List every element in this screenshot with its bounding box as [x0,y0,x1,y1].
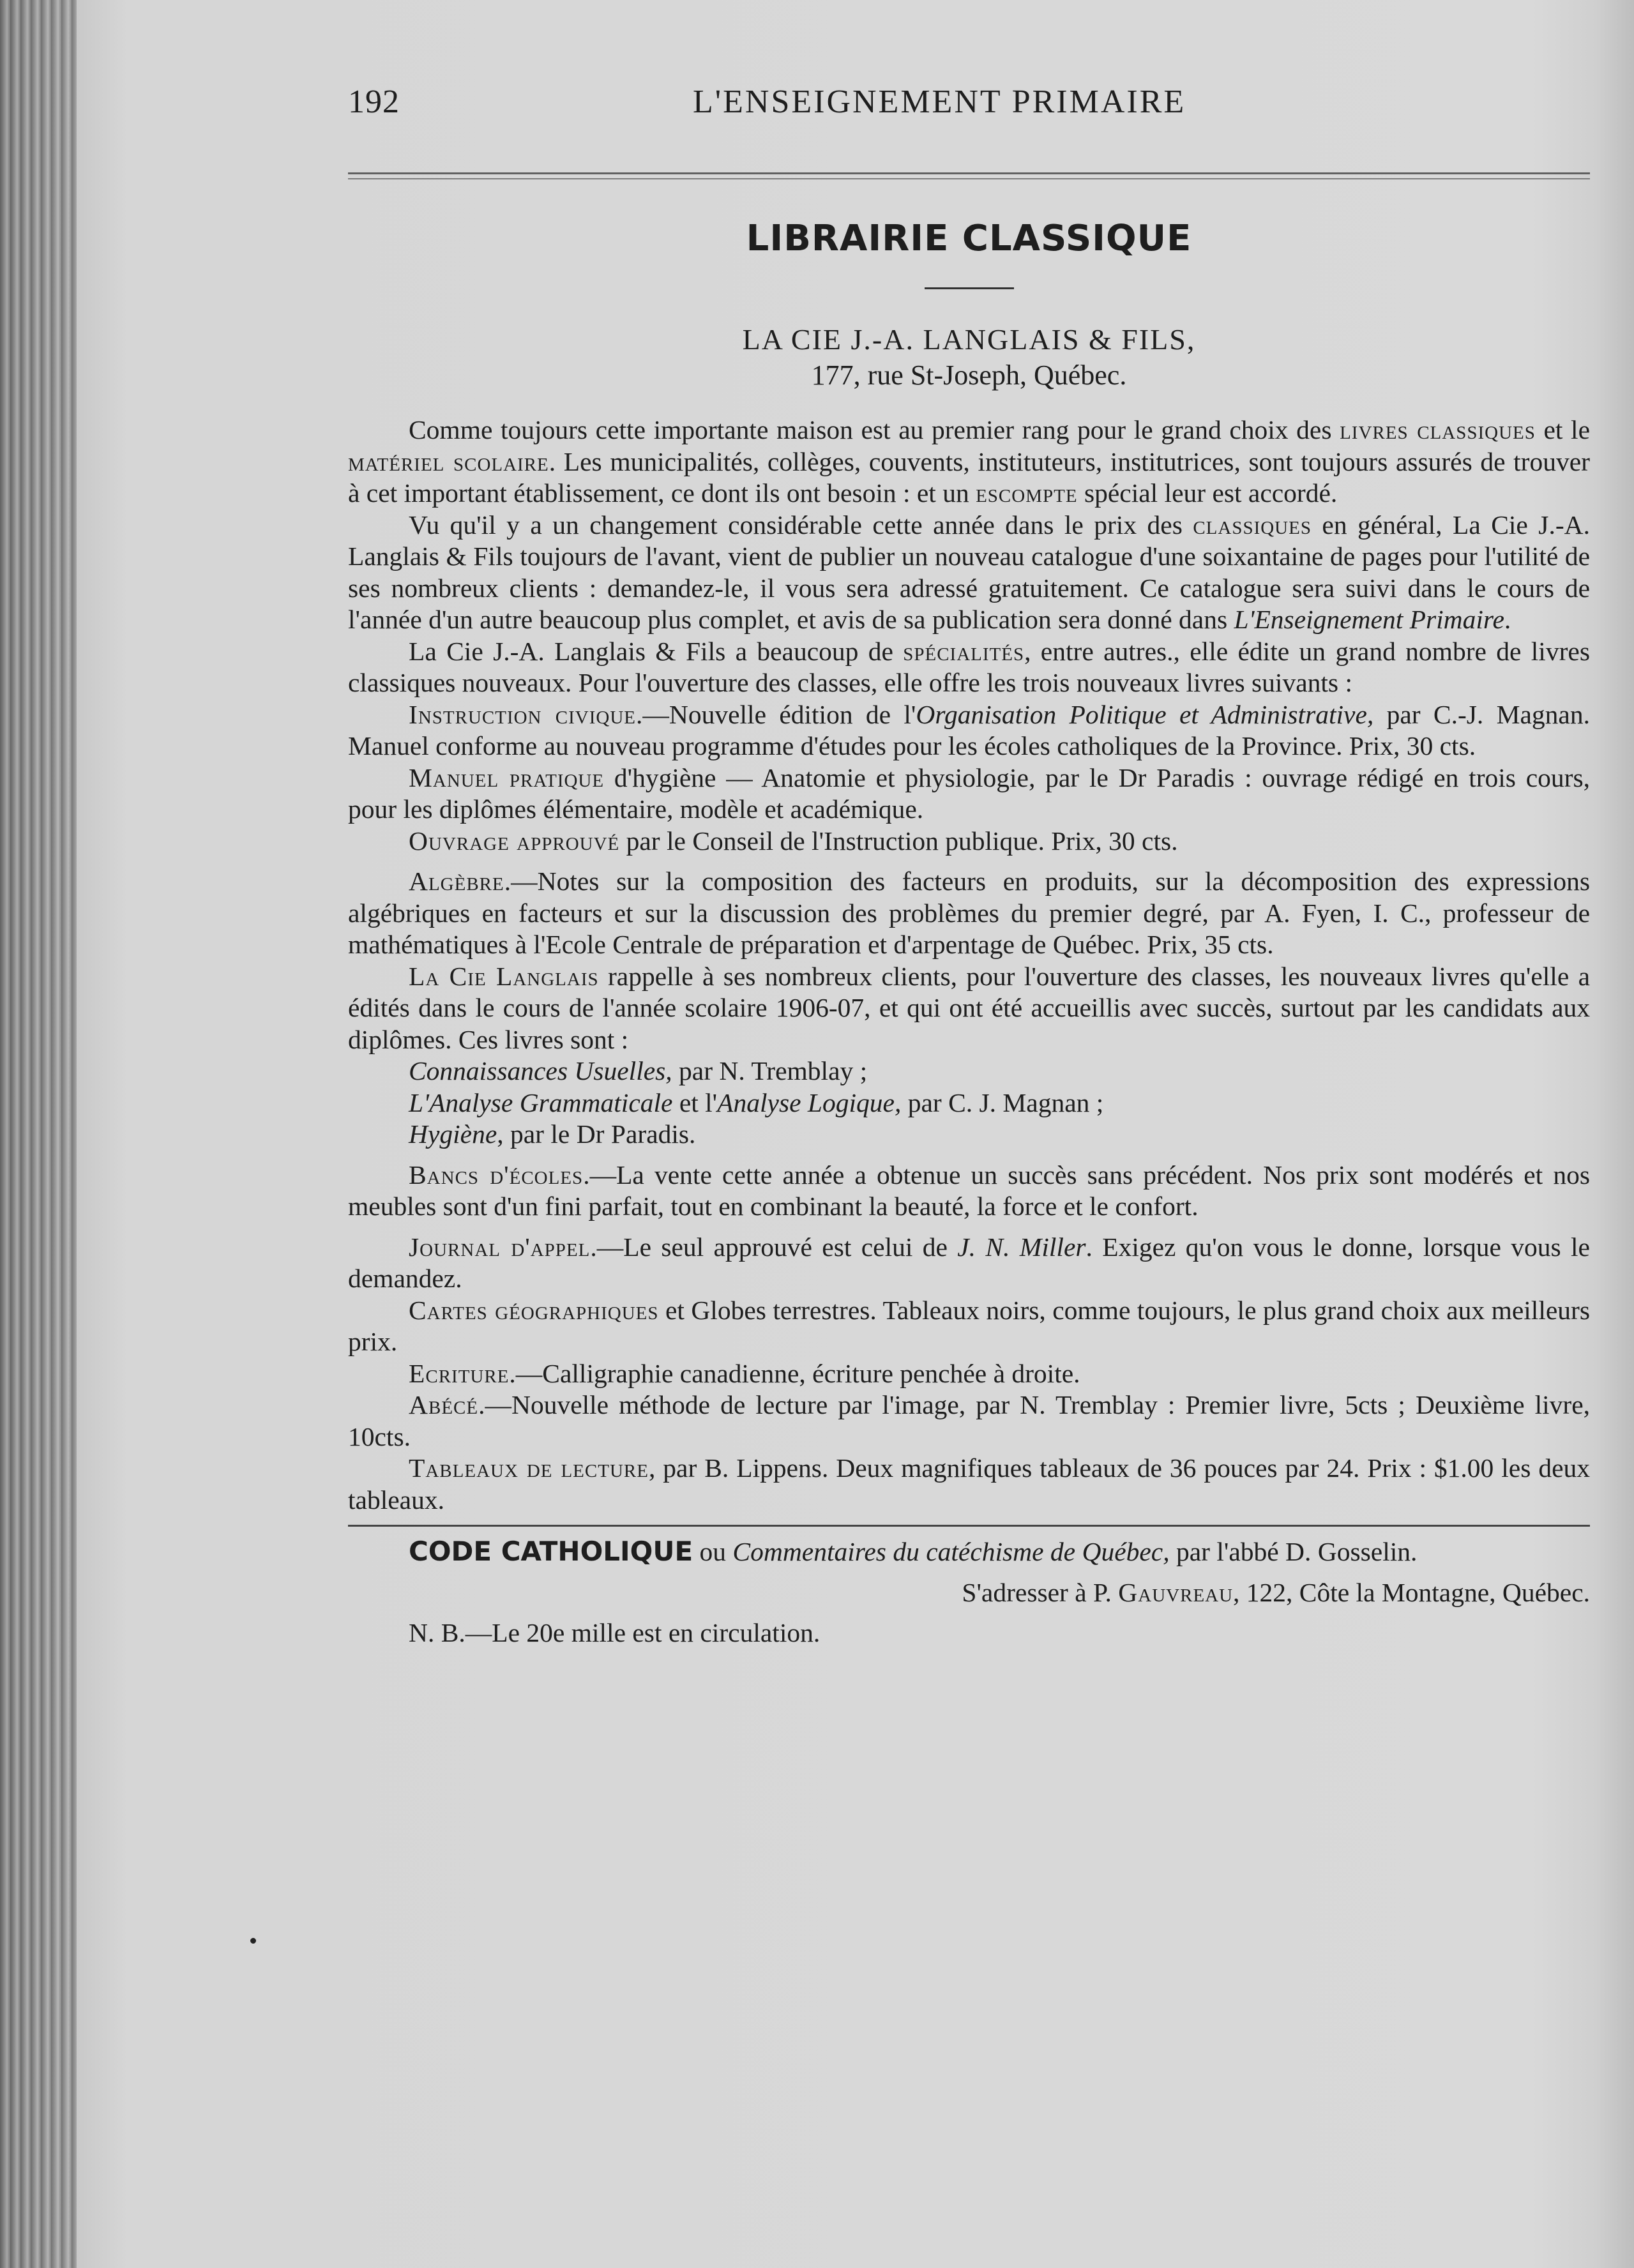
book-entry: Algèbre.—Notes sur la composition des facteurs en produits, sur la décomposition des expressions algébriques en facteurs et sur la discussion des problèmes du premier degré, par A. Fyen, I. C., professeur de mathématiques à l'Ecole Centrale de préparation et d'arpentage de Québec. Prix, 35 cts. [348,866,1590,959]
page-number: 192 [348,84,400,120]
list-item: Connaissances Usuelles, par N. Tremblay ; [409,1056,868,1085]
paragraph: Abécé.—Nouvelle méthode de lecture par l'image, par N. Tremblay : Premier livre, 5cts ; Deuxième livre, 10cts. [348,1390,1590,1451]
paragraph: Ecriture.—Calligraphie canadienne, écriture penchée à droite. [409,1358,1080,1388]
firm-name: LA CIE J.-A. LANGLAIS & FILS, [742,323,1196,356]
advert-contact: S'adresser à P. Gauvreau, 122, Côte la Montagne, Québec. [962,1577,1590,1607]
scan-speck [250,1938,256,1944]
advert-paragraph: CODE CATHOLIQUE ou Commentaires du catéchisme de Québec, par l'abbé D. Gosselin. [409,1536,1418,1567]
advert-title: CODE CATHOLIQUE [409,1536,693,1567]
paragraph: Vu qu'il y a un changement considérable cette année dans le prix des classiques en général, La Cie J.-A. Langlais & Fils toujours de l'avant, vient de publier un nouveau catalogue d'une soixantaine de pages pour l'utilité de ses nombreux clients : demandez-le, il vous sera adressé gratuitement. Ce catalogue sera suivi dans le cours de l'année d'un autre beaucoup plus complet, et avis de sa publication sera donné dans L'Enseignement Primaire. [348,510,1590,634]
paragraph: Tableaux de lecture, par B. Lippens. Deux magnifiques tableaux de 36 pouces par 24. Prix : $1.00 les deux tableaux. [348,1453,1590,1515]
title-divider [925,287,1014,289]
paragraph: Journal d'appel.—Le seul approuvé est celui de J. N. Miller. Exigez qu'on vous le donne, lorsque vous le demandez. [348,1232,1590,1293]
paragraph: Bancs d'écoles.—La vente cette année a obtenue un succès sans précédent. Nos prix sont modérés et nos meubles sont d'un fini parfait, tout en combinant la beauté, la force et le confort. [348,1160,1591,1221]
page-content [348,77,1590,1649]
paragraph: La Cie J.-A. Langlais & Fils a beaucoup de spécialités, entre autres., elle édite un grand nombre de livres classiques nouveaux. Pour l'ouverture des classes, elle offre les trois nouveaux livres suivants : [348,636,1590,697]
advert-note: N. B.—Le 20e mille est en circulation. [409,1618,821,1647]
running-head [348,77,1590,147]
section-rule [348,1525,1590,1527]
paragraph: La Cie Langlais rappelle à ses nombreux clients, pour l'ouverture des classes, les nouveaux livres qu'elle a édités dans le cours de l'année scolaire 1906-07, et qui ont été accueillis avec succès, surtout par les candidats aux diplômes. Ces livres sont : [348,961,1590,1054]
section-title: LIBRAIRIE CLASSIQUE [746,218,1192,259]
list-item: Hygiène, par le Dr Paradis. [409,1119,696,1149]
book-entry: Ouvrage approuvé par le Conseil de l'Instruction publique. Prix, 30 cts. [409,826,1178,856]
firm-address: 177, rue St-Joseph, Québec. [811,359,1127,391]
article-body [348,414,1590,1649]
book-entry: Manuel pratique d'hygiène — Anatomie et physiologie, par le Dr Paradis : ouvrage rédigé en trois cours, pour les diplômes élémentaire, modèle et académique. [348,762,1590,824]
list-item: L'Analyse Grammaticale et l'Analyse Logique, par C. J. Magnan ; [409,1087,1104,1117]
paragraph: Comme toujours cette importante maison est au premier rang pour le grand choix des livres classiques et le matériel scolaire. Les municipalités, collèges, couvents, instituteurs, institutrices, sont toujours assurés de trouver à cet important établissement, ce dont ils ont besoin : et un escompte spécial leur est accordé. [348,415,1590,508]
book-spine-shadow [0,0,77,2268]
book-entry: Instruction civique.—Nouvelle édition de l'Organisation Politique et Administrative, par C.-J. Magnan. Manuel conforme au nouveau programme d'études pour les écoles catholiques de la Province. Prix, 30 cts. [348,699,1590,760]
paragraph: Cartes géographiques et Globes terrestres. Tableaux noirs, comme toujours, le plus grand choix aux meilleurs prix. [348,1295,1591,1356]
running-title: L'ENSEIGNEMENT PRIMAIRE [693,84,1186,120]
header-rule [348,172,1590,179]
